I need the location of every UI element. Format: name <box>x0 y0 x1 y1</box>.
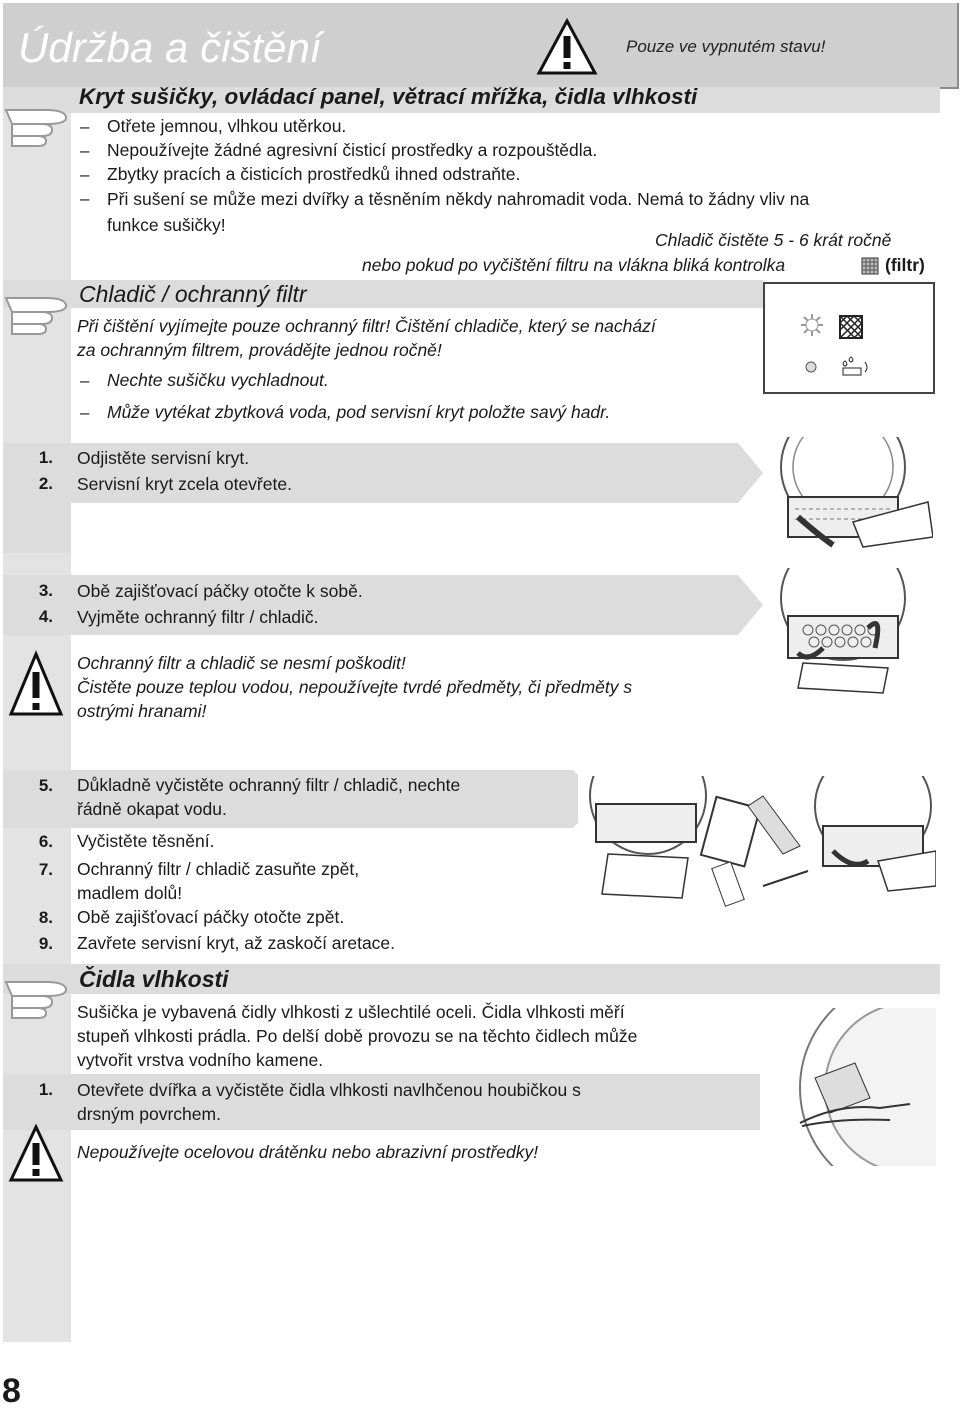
illustration-clean-filter <box>578 776 936 911</box>
list-item-continued: funkce sušičky! <box>107 215 226 235</box>
step-text: drsným povrchem. <box>77 1104 221 1124</box>
step-number: 9. <box>38 934 53 953</box>
section-heading: Čidla vlhkosti <box>79 966 229 992</box>
hand-pointer-icon <box>2 968 70 1020</box>
step-text: Servisní kryt zcela otevřete. <box>77 474 292 494</box>
paragraph-text: Sušička je vybavená čidly vlhkosti z ušlechtilé oceli. Čidla vlhkosti měří <box>77 1002 625 1022</box>
step-text: řádně okapat vodu. <box>77 799 227 819</box>
step-number: 4. <box>38 607 53 626</box>
step-text: Otevřete dvířka a vyčistěte čidla vlhkosti navlhčenou houbičkou s <box>77 1080 581 1100</box>
filter-indicator-icon <box>861 257 879 275</box>
bullet-dash: – <box>80 189 90 208</box>
step-number: 6. <box>38 832 53 851</box>
list-item: Může vytékat zbytková voda, pod servisní kryt položte savý hadr. <box>107 402 611 422</box>
step-number: 1. <box>38 448 53 467</box>
step-text: Obě zajišťovací páčky otočte zpět. <box>77 907 345 927</box>
intro-text: Při čištění vyjímejte pouze ochranný filtr! Čištění chladiče, který se nachází <box>77 316 656 336</box>
warning-text: Čistěte pouze teplou vodou, nepoužívejte tvrdé předměty, či předměty s <box>77 677 633 697</box>
step-text: Ochranný filtr / chladič zasuňte zpět, <box>77 859 360 879</box>
bullet-dash: – <box>80 141 90 160</box>
list-item: Nepoužívejte žádné agresivní čisticí prostředky a rozpouštědla. <box>107 140 598 160</box>
warning-icon <box>536 18 598 76</box>
page-number: 8 <box>2 1372 21 1410</box>
hand-pointer-icon <box>2 284 70 336</box>
list-item: Nechte sušičku vychladnout. <box>107 370 329 390</box>
step-number: 5. <box>38 776 53 795</box>
warning-text: ostrými hranami! <box>77 701 207 721</box>
step-text: Vyčistěte těsnění. <box>77 831 215 851</box>
paragraph-text: stupeň vlhkosti prádla. Po delší době provozu se na těchto čidlech může <box>77 1026 638 1046</box>
illustration-remove-filter <box>763 568 933 698</box>
control-panel-illustration <box>763 282 935 394</box>
illustration-clean-sensors <box>760 1008 936 1166</box>
bullet-dash: – <box>80 165 90 184</box>
bullet-dash: – <box>80 371 90 390</box>
section-heading: Chladič / ochranný filtr <box>79 281 307 307</box>
warning-icon <box>8 650 64 718</box>
page-title: Údržba a čištění <box>18 24 322 71</box>
step-number: 2. <box>38 474 53 493</box>
hand-pointer-icon <box>2 96 70 148</box>
step-text: Vyjměte ochranný filtr / chladič. <box>77 607 319 627</box>
illustration-open-service-cover <box>763 437 933 565</box>
step-text: Obě zajišťovací páčky otočte k sobě. <box>77 581 363 601</box>
step-number: 7. <box>38 860 53 879</box>
intro-text: za ochranným filtrem, provádějte jednou ročně! <box>77 340 442 360</box>
step-text: madlem dolů! <box>77 883 183 903</box>
paragraph-text: vytvořit vrstva vodního kamene. <box>77 1050 324 1070</box>
header-note: Pouze ve vypnutém stavu! <box>626 37 826 56</box>
step-text: Odjistěte servisní kryt. <box>77 448 250 468</box>
step-number: 3. <box>38 581 53 600</box>
step-number: 8. <box>38 908 53 927</box>
bullet-dash: – <box>80 403 90 422</box>
warning-icon <box>8 1124 64 1184</box>
cooler-note-line1: Chladič čistěte 5 - 6 krát ročně <box>655 230 892 250</box>
list-item: Při sušení se může mezi dvířky a těsněním někdy nahromadit voda. Nemá to žádny vliv na <box>107 189 810 209</box>
step-text: Důkladně vyčistěte ochranný filtr / chladič, nechte <box>77 775 461 795</box>
section-heading: Kryt sušičky, ovládací panel, větrací mřížka, čidla vlhkosti <box>79 84 698 109</box>
step-number: 1. <box>38 1080 53 1099</box>
list-item: Otřete jemnou, vlhkou utěrkou. <box>107 116 347 136</box>
cooler-note-line2: nebo pokud po vyčištění filtru na vlákna bliká kontrolka <box>362 255 786 275</box>
list-item: Zbytky pracích a čisticích prostředků ihned odstraňte. <box>107 164 521 184</box>
warning-text: Ochranný filtr a chladič se nesmí poškodit! <box>77 653 406 673</box>
cooler-note-filter: (filtr) <box>885 255 925 275</box>
warning-text: Nepoužívejte ocelovou drátěnku nebo abrazivní prostředky! <box>77 1142 539 1162</box>
indicator-panel-graphic <box>765 284 933 392</box>
step-text: Zavřete servisní kryt, až zaskočí aretace. <box>77 933 396 953</box>
bullet-dash: – <box>80 117 90 136</box>
